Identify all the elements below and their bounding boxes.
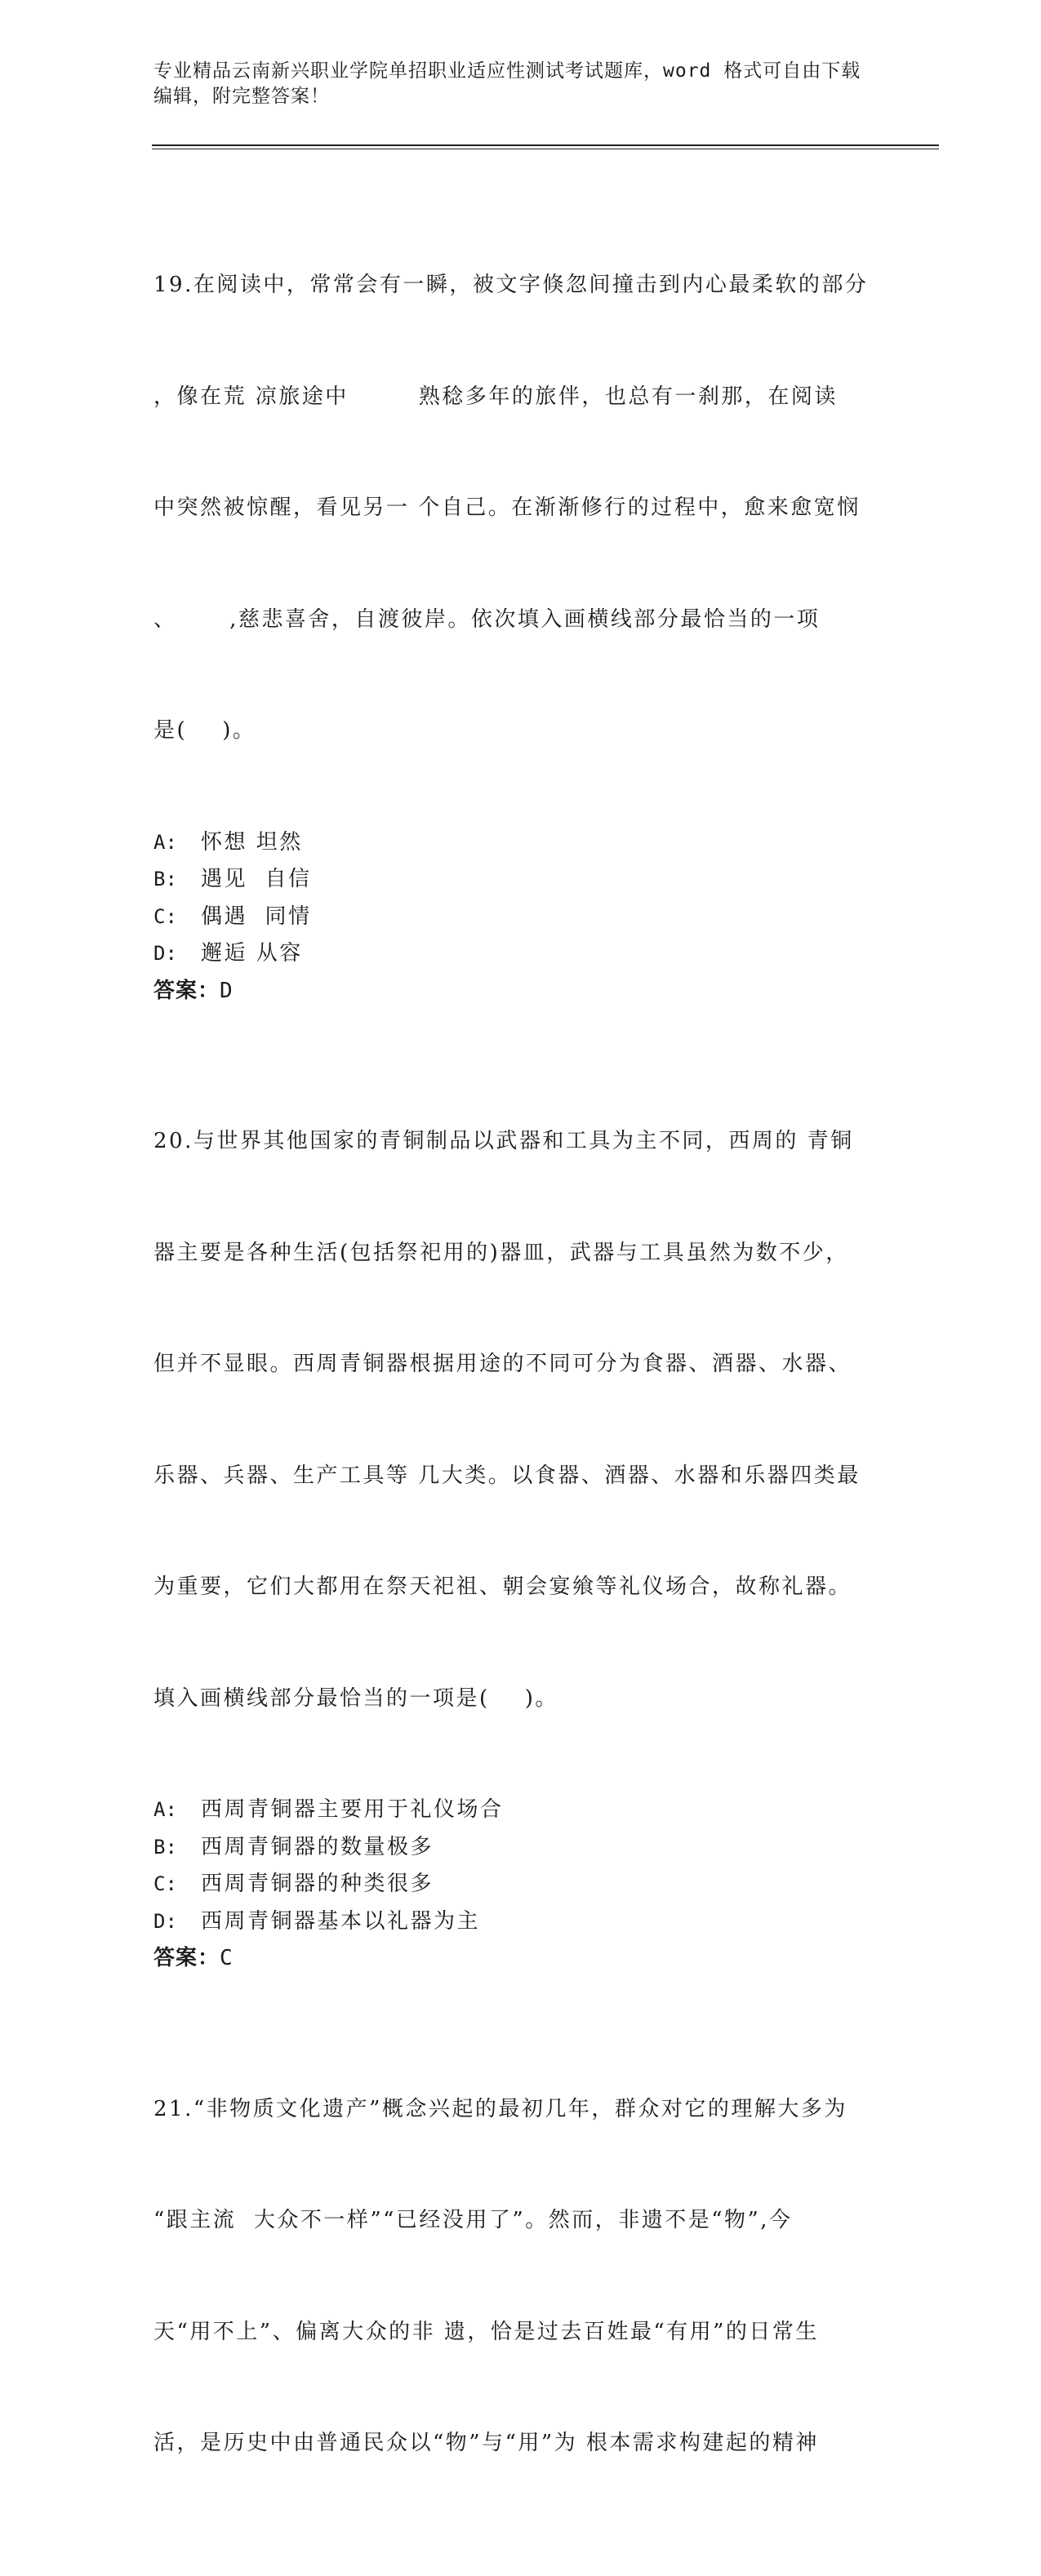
option-letter: C: <box>153 1872 177 1895</box>
option-letter: A: <box>153 1798 177 1821</box>
answer-line <box>153 1940 888 1978</box>
document-header <box>153 59 872 109</box>
stem-line: 中突然被惊醒，看见另一 个自己。在渐渐修行的过程中，愈来愈宽悯 <box>153 495 861 520</box>
question-stem <box>153 1049 888 1792</box>
answer-value: C <box>220 1946 234 1970</box>
option-text: 遇见 自信 <box>201 867 312 891</box>
stem-line: 但并不显眼。西周青铜器根据用途的不同可分为食器、酒器、水器、 <box>153 1352 852 1376</box>
option-letter: D: <box>153 942 177 965</box>
question-stem <box>153 193 888 824</box>
header-line-2: 编辑，附完整答案！ <box>153 86 330 107</box>
question-21 <box>153 2017 888 2537</box>
question-20 <box>153 1049 888 1978</box>
question-list <box>153 193 888 2576</box>
stem-line: 天“用不上”、偏离大众的非 遗，恰是过去百姓最“有用”的日常生 <box>153 2319 819 2344</box>
option-text: 西周青铜器的种类很多 <box>201 1872 434 1896</box>
stem-line: 乐器、兵器、生产工具等 几大类。以食器、酒器、水器和乐器四类最 <box>153 1463 861 1488</box>
option-text: 怀想 坦然 <box>201 829 303 855</box>
option-letter: B: <box>153 1835 177 1859</box>
answer-value: D <box>220 978 234 1003</box>
header-divider-thick <box>152 144 939 146</box>
option-text: 西周青铜器主要用于礼仪场合 <box>201 1797 504 1822</box>
stem-line: 为重要，它们大都用在祭天祀祖、朝会宴飨等礼仪场合，故称礼器。 <box>153 1574 852 1599</box>
option-b <box>153 861 888 899</box>
option-text: 邂逅 从容 <box>201 941 303 966</box>
stem-line: 20.与世界其他国家的青铜制品以武器和工具为主不同，西周的 青铜 <box>153 1129 854 1153</box>
stem-line: 19.在阅读中，常常会有一瞬，被文字倏忽间撞击到内心最柔软的部分 <box>153 273 869 297</box>
stem-line: 是( )。 <box>153 718 256 743</box>
option-text: 西周青铜器基本以礼器为主 <box>201 1908 481 1934</box>
option-letter: D: <box>153 1909 177 1933</box>
option-b <box>153 1829 888 1867</box>
answer-line <box>153 973 888 1010</box>
stem-line: 活，是历史中由普通民众以“物”与“用”为 根本需求构建起的精神 <box>153 2431 819 2455</box>
stem-line: “跟主流 大众不一样”“已经没用了”。然而，非遗不是“物”,今 <box>153 2208 793 2232</box>
stem-line: ，像在荒 凉旅途中 熟稔多年的旅伴，也总有一刹那，在阅读 <box>153 384 838 409</box>
question-19 <box>153 193 888 1010</box>
option-c <box>153 899 888 936</box>
stem-line: 器主要是各种生活(包括祭祀用的)器皿，武器与工具虽然为数不少， <box>153 1240 849 1265</box>
option-letter: C: <box>153 904 177 928</box>
stem-line: 填入画横线部分最恰当的一项是( )。 <box>153 1686 558 1711</box>
option-letter: A: <box>153 830 177 854</box>
stem-line: 21.“非物质文化遗产”概念兴起的最初几年，群众对它的理解大多为 <box>153 2096 847 2121</box>
header-line-1: 专业精品云南新兴职业学院单招职业适应性测试考试题库，word 格式可自由下载 <box>153 60 861 82</box>
option-c <box>153 1866 888 1903</box>
option-text: 西周青铜器的数量极多 <box>201 1834 434 1859</box>
question-stem <box>153 2017 888 2537</box>
option-letter: B: <box>153 868 177 890</box>
option-text: 偶遇 同情 <box>201 904 312 929</box>
stem-line: 、 ,慈悲喜舍，自渡彼岸。依次填入画横线部分最恰当的一项 <box>153 606 821 632</box>
option-a <box>153 1792 888 1829</box>
answer-label: 答案： <box>153 1946 220 1970</box>
answer-label: 答案： <box>153 978 220 1003</box>
option-a <box>153 824 888 862</box>
option-d <box>153 935 888 973</box>
option-d <box>153 1903 888 1941</box>
